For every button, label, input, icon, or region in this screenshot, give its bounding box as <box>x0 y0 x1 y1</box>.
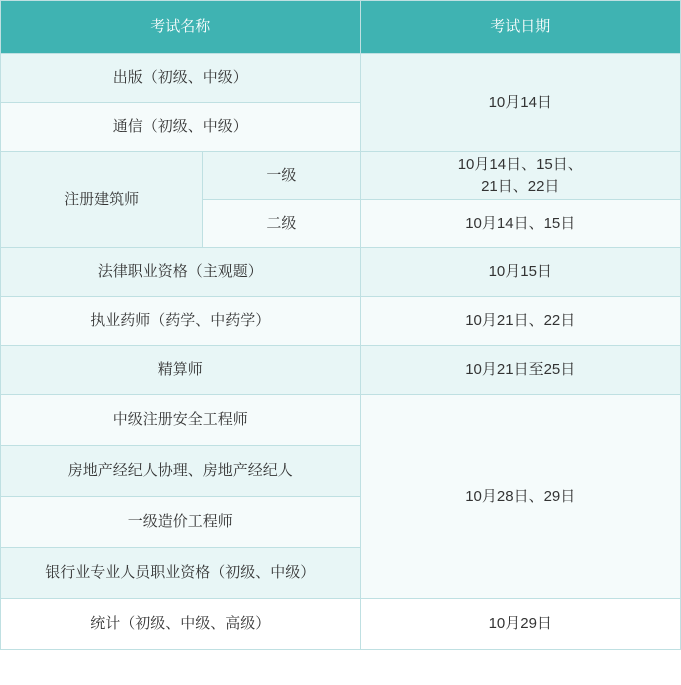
exam-name-cell: 精算师 <box>1 346 361 395</box>
exam-name-cell: 法律职业资格（主观题） <box>1 248 361 297</box>
exam-date-cell <box>360 54 680 152</box>
exam-name-cell: 注册建筑师 <box>1 152 203 248</box>
date-line: 10月14日 <box>488 93 552 111</box>
exam-date-cell <box>360 152 680 200</box>
date-line: 21日、22日 <box>481 177 560 195</box>
table-header <box>1 1 681 54</box>
table-row <box>1 599 681 650</box>
exam-name-cell: 通信（初级、中级） <box>1 103 361 152</box>
table-row <box>1 248 681 297</box>
column-header-exam-date: 考试日期 <box>360 1 680 54</box>
exam-level-cell: 一级 <box>203 152 360 200</box>
exam-level-cell: 二级 <box>203 200 360 248</box>
exam-date-cell <box>360 200 680 248</box>
date-line: 10月29日 <box>488 615 552 633</box>
exam-name-cell: 中级注册安全工程师 <box>1 395 361 446</box>
exam-name-cell: 一级造价工程师 <box>1 497 361 548</box>
date-line: 10月21日、22日 <box>465 312 576 330</box>
date-line: 10月14日、15日、 <box>457 155 583 173</box>
exam-name-cell: 出版（初级、中级） <box>1 54 361 103</box>
exam-date-cell <box>360 248 680 297</box>
date-line: 10月21日至25日 <box>465 361 576 379</box>
exam-name-cell: 房地产经纪人协理、房地产经纪人 <box>1 446 361 497</box>
exam-name-cell: 执业药师（药学、中药学） <box>1 297 361 346</box>
exam-date-cell <box>360 346 680 395</box>
exam-name-cell: 银行业专业人员职业资格（初级、中级） <box>1 548 361 599</box>
exam-date-cell <box>360 297 680 346</box>
table-row <box>1 395 681 446</box>
exam-date-cell <box>360 395 680 599</box>
date-line: 10月15日 <box>488 263 552 281</box>
exam-date-cell <box>360 599 680 650</box>
column-header-exam-name: 考试名称 <box>1 1 361 54</box>
table-row <box>1 297 681 346</box>
table-body <box>1 54 681 650</box>
table-header-row <box>1 1 681 54</box>
date-line: 10月28日、29日 <box>465 487 576 505</box>
exam-name-cell: 统计（初级、中级、高级） <box>1 599 361 650</box>
table-row <box>1 152 681 200</box>
date-line: 10月14日、15日 <box>465 214 576 232</box>
table-row <box>1 54 681 103</box>
table-row <box>1 346 681 395</box>
